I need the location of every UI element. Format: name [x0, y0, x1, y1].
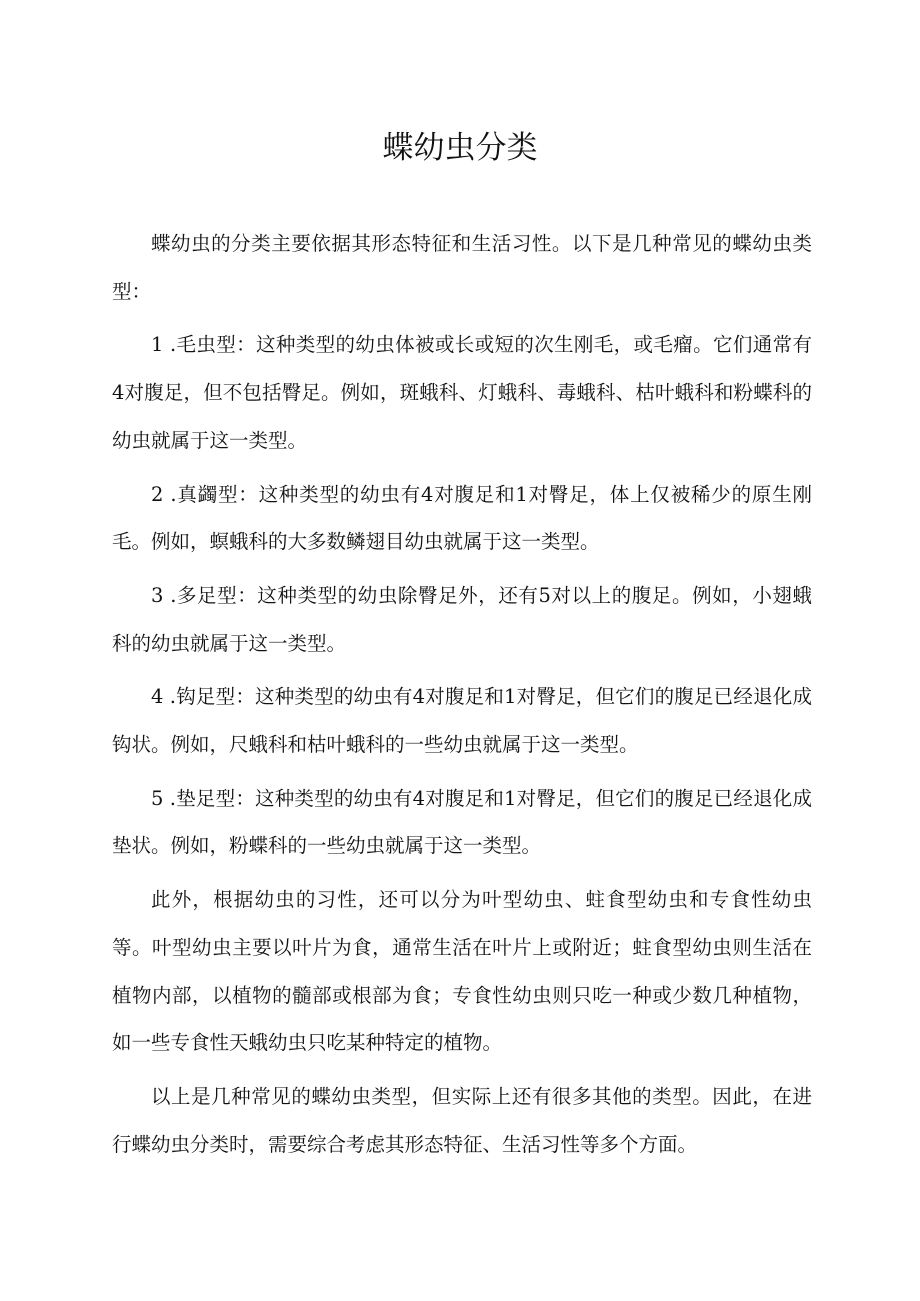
type-1-paragraph: 1 .毛虫型：这种类型的幼虫体被或长或短的次生刚毛，或毛瘤。它们通常有4对腹足，但不包括臀足。例如，斑蛾科、灯蛾科、毒蛾科、枯叶蛾科和粉蝶科的幼虫就属于这一类型。 — [112, 333, 812, 452]
type-3-paragraph: 3 .多足型：这种类型的幼虫除臀足外，还有5对以上的腹足。例如，小翅蛾科的幼虫就属于这一类型。 — [112, 583, 812, 655]
type-5-paragraph: 5 .垫足型：这种类型的幼虫有4对腹足和1对臀足，但它们的腹足已经退化成垫状。例如，粉蝶科的一些幼虫就属于这一类型。 — [112, 786, 812, 858]
document-title: 蝶幼虫分类 — [382, 130, 538, 166]
type-4-paragraph: 4 .钩足型：这种类型的幼虫有4对腹足和1对臀足，但它们的腹足已经退化成钩状。例如，尺蛾科和枯叶蛾科的一些幼虫就属于这一类型。 — [112, 685, 812, 757]
habits-paragraph: 此外，根据幼虫的习性，还可以分为叶型幼虫、蛀食型幼虫和专食性幼虫等。叶型幼虫主要以叶片为食，通常生活在叶片上或附近；蛀食型幼虫则生活在植物内部，以植物的髓部或根部为食；专食性幼虫则只吃一种或少数几种植物，如一些专食性天蛾幼虫只吃某种特定的植物。 — [112, 888, 812, 1055]
conclusion-paragraph: 以上是几种常见的蝶幼虫类型，但实际上还有很多其他的类型。因此，在进行蝶幼虫分类时，需要综合考虑其形态特征、生活习性等多个方面。 — [112, 1084, 812, 1156]
intro-paragraph: 蝶幼虫的分类主要依据其形态特征和生活习性。以下是几种常见的蝶幼虫类型： — [112, 232, 812, 303]
document-body — [112, 220, 812, 1174]
type-2-paragraph: 2 .真蠲型：这种类型的幼虫有4对腹足和1对臀足，体上仅被稀少的原生刚毛。例如，螟蛾科的大多数鳞翅目幼虫就属于这一类型。 — [112, 482, 812, 554]
